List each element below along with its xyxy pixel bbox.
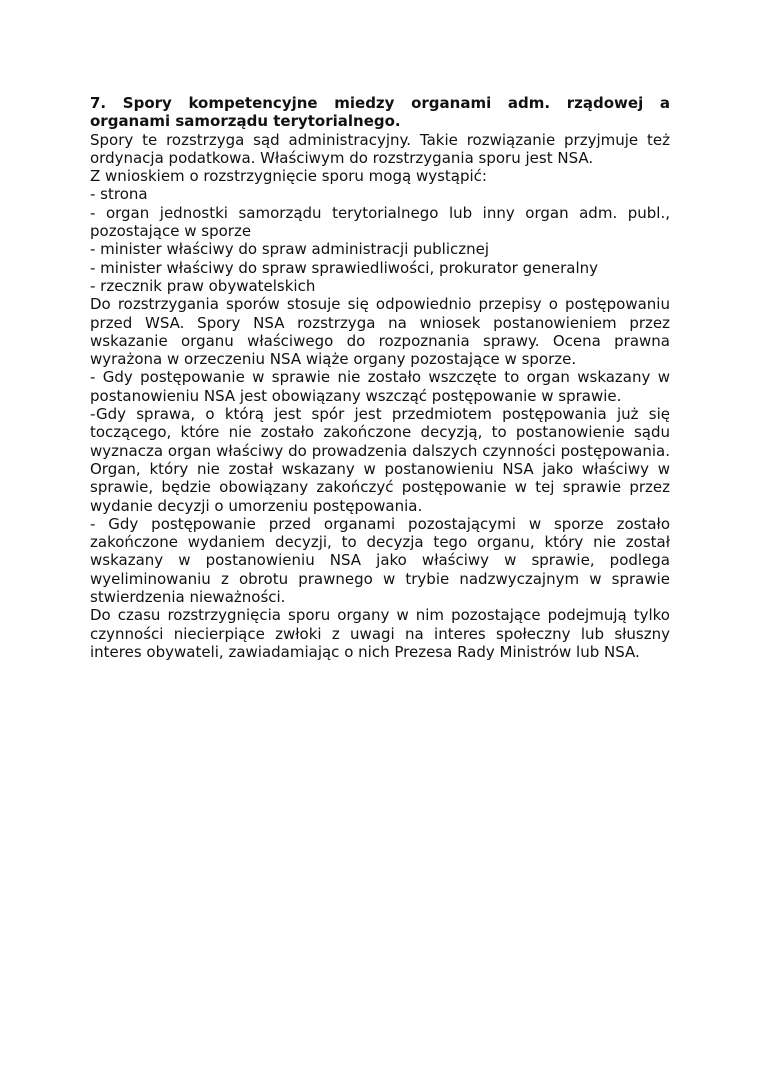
section-heading: 7. Spory kompetencyjne miedzy organami adm. rządowej a organami samorządu terytorialnego.: [90, 94, 670, 131]
list-item: - rzecznik praw obywatelskich: [90, 276, 316, 295]
paragraph-case-not-initiated: - Gdy postępowanie w sprawie nie zostało wszczęte to organ wskazany w postanowieniu NSA jest obowiązany wszcząć postępowanie w sprawie.: [90, 368, 670, 405]
paragraph-intro: Spory te rozstrzyga sąd administracyjny. Takie rozwiązanie przyjmuje też ordynacja podatkowa. Właściwym do rozstrzygania sporu jest NSA.: [90, 130, 670, 167]
list-item: - minister właściwy do spraw sprawiedliwości, prokurator generalny: [90, 258, 599, 277]
paragraph-case-decided: - Gdy postępowanie przed organami pozostającymi w sporze zostało zakończone wydaniem decyzji, to decyzja tego organu, który nie został wskazany w postanowieniu NSA jako właściwy w sprawie, podlega wyeliminowaniu z obrotu prawnego w trybie nadzwyczajnym w sprawie stwierdzenia nieważności.: [90, 514, 670, 607]
paragraph-interim: Do czasu rozstrzygnięcia sporu organy w nim pozostające podejmują tylko czynności niecierpiące zwłoki z uwagi na interes społeczny lub słuszny interes obywateli, zawiadamiając o nich Prezesa Rady Ministrów lub NSA.: [90, 606, 670, 661]
document-page: [90, 94, 670, 661]
applicants-list: [90, 185, 670, 295]
paragraph-case-pending: -Gdy sprawa, o którą jest spór jest przedmiotem postępowania już się toczącego, które nie zostało zakończone decyzją, to postanowienie sądu wyznacza organ właściwy do prowadzenia dalszych czynności postępowania. Organ, który nie został wskazany w postanowieniu NSA jako właściwy w sprawie, będzie obowiązany zakończyć postępowanie w tej sprawie przez wydanie decyzji o umorzeniu postępowania.: [90, 405, 670, 515]
paragraph-procedure: Do rozstrzygania sporów stosuje się odpowiednio przepisy o postępowaniu przed WSA. Spory NSA rozstrzyga na wniosek postanowieniem przez wskazanie organu właściwego do rozpoznania sprawy. Ocena prawna wyrażona w orzeczeniu NSA wiąże organy pozostające w sporze.: [90, 295, 670, 369]
list-item: - organ jednostki samorządu terytorialnego lub inny organ adm. publ., pozostające w sporze: [90, 203, 670, 241]
list-item: - minister właściwy do spraw administracji publicznej: [90, 240, 490, 259]
paragraph-applicants: Z wnioskiem o rozstrzygnięcie sporu mogą wystąpić:: [90, 167, 487, 186]
list-item: - strona: [90, 185, 148, 204]
